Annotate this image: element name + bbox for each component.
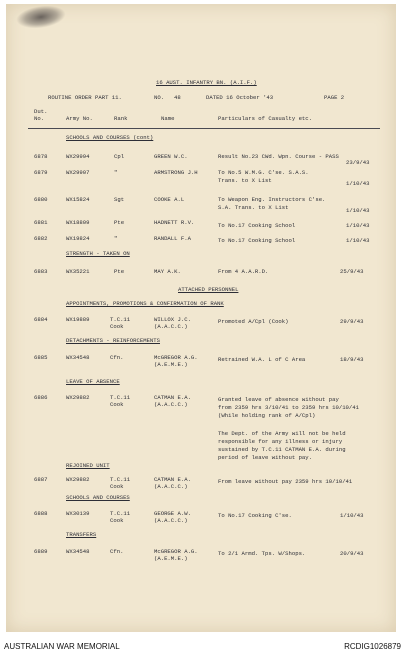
dut-no: 6878 xyxy=(34,153,48,160)
particulars: To No.17 Cooking C'se. xyxy=(218,512,292,519)
army-no: WX29882 xyxy=(66,394,90,401)
rank: " xyxy=(114,169,118,176)
ink-stain xyxy=(15,3,68,32)
header-rule xyxy=(28,128,380,129)
entry-date: 1/10/43 xyxy=(346,180,370,187)
particulars: Result No.23 CWd. Wpn. Course - PASS xyxy=(218,153,339,160)
dut-no: 6887 xyxy=(34,476,48,483)
rank: Sgt xyxy=(114,196,125,203)
particulars: Promoted A/Cpl (Cook) xyxy=(218,318,289,325)
army-no: WX30139 xyxy=(66,510,90,517)
particulars: To No.5 W.M.G. C'se. S.A.S. xyxy=(218,169,309,176)
unit-title: 16 AUST. INFANTRY BN. (A.I.F.) xyxy=(156,79,257,86)
dut-no: 6888 xyxy=(34,510,48,517)
army-no: WX35221 xyxy=(66,268,90,275)
soldier-name: COOKE A.L xyxy=(154,196,185,203)
particulars: S.A. Trans. to X List xyxy=(218,204,289,211)
particulars: Retrained W.A. L of C Area xyxy=(218,356,306,363)
entry-date: 1/10/43 xyxy=(346,222,370,229)
particulars: To No.17 Cooking School xyxy=(218,237,296,244)
soldier-name: GEORGE A.W. (A.A.C.C.) xyxy=(154,510,191,524)
section-attached-personnel: ATTACHED PERSONNEL xyxy=(178,286,239,293)
section-schools-courses: SCHOOLS AND COURSES xyxy=(66,494,130,501)
army-no: WX34548 xyxy=(66,354,90,361)
section-leave-of-absence: LEAVE OF ABSENCE xyxy=(66,378,120,385)
entry-date: 18/9/43 xyxy=(340,356,364,363)
soldier-name: CATMAN E.A. (A.A.C.C.) xyxy=(154,394,191,408)
soldier-name: CATMAN E.A. (A.A.C.C.) xyxy=(154,476,191,490)
rank: " xyxy=(114,235,118,242)
soldier-name: McGREGOR A.G. (A.E.M.E.) xyxy=(154,548,198,562)
particulars: The Dept. of the Army will not be held xyxy=(218,430,346,437)
archive-footer xyxy=(0,636,405,654)
particulars: To Weapon Eng. Instructors C'se. xyxy=(218,196,326,203)
section-detachments: DETACHMENTS - REINFORCEMENTS xyxy=(66,337,160,344)
army-no: WX19824 xyxy=(66,235,90,242)
dut-no: 6881 xyxy=(34,219,48,226)
rank: T.C.11 Cook xyxy=(110,510,131,524)
entry-date: 25/9/43 xyxy=(340,268,364,275)
rank: Cfn. xyxy=(110,354,124,361)
rank: Pte xyxy=(114,219,125,226)
particulars: Granted leave of absence without pay xyxy=(218,396,339,403)
army-no: WX34548 xyxy=(66,548,90,555)
particulars: To No.17 Cooking School xyxy=(218,222,296,229)
rank: T.C.11 Cook xyxy=(110,394,131,408)
document-page xyxy=(6,4,396,632)
particulars: (While holding rank of A/Cpl) xyxy=(218,412,316,419)
soldier-name: RANDALL F.A xyxy=(154,235,191,242)
section-schools-courses-cont: SCHOOLS AND COURSES (cont) xyxy=(66,134,154,141)
rank: Pte xyxy=(114,268,125,275)
routine-order-label: ROUTINE ORDER PART 11. xyxy=(48,94,122,101)
particulars: Trans. to X List xyxy=(218,177,272,184)
army-no: WX29907 xyxy=(66,169,90,176)
dut-no: 6884 xyxy=(34,316,48,323)
soldier-name: MAY A.K. xyxy=(154,268,181,275)
section-transfers: TRANSFERS xyxy=(66,531,97,538)
entry-date: 1/10/43 xyxy=(346,237,370,244)
dut-no: 6882 xyxy=(34,235,48,242)
dut-no: 6885 xyxy=(34,354,48,361)
rank: T.C.11 Cook xyxy=(110,476,131,490)
rank: Cpl xyxy=(114,153,125,160)
dut-no: 6883 xyxy=(34,268,48,275)
entry-date: 20/9/43 xyxy=(340,550,364,557)
col-dut-no: Dut. No. xyxy=(34,108,48,122)
soldier-name: GREEN W.C. xyxy=(154,153,188,160)
page-number: PAGE 2 xyxy=(324,94,345,101)
order-no-label: NO. xyxy=(154,94,165,101)
particulars: responsible for any illness or injury xyxy=(218,438,343,445)
dut-no: 6880 xyxy=(34,196,48,203)
dut-no: 6889 xyxy=(34,548,48,555)
army-no: WX18809 xyxy=(66,219,90,226)
col-particulars: Particulars of Casualty etc. xyxy=(218,115,312,122)
particulars: sustained by T.C.11 CATMAN E.A. during xyxy=(218,446,346,453)
army-no: WX29882 xyxy=(66,476,90,483)
col-army-no: Army No. xyxy=(66,115,93,122)
archive-name: AUSTRALIAN WAR MEMORIAL xyxy=(4,642,120,651)
entry-date: 23/9/43 xyxy=(346,159,370,166)
rank: Cfn. xyxy=(110,548,124,555)
soldier-name: WILLOX J.C. (A.A.C.C.) xyxy=(154,316,191,330)
entry-date: 1/10/43 xyxy=(340,512,364,519)
section-appointments: APPOINTMENTS, PROMOTIONS & CONFIRMATION OF RANK xyxy=(66,300,224,307)
dut-no: 6886 xyxy=(34,394,48,401)
soldier-name: McGREGOR A.G. (A.E.M.E.) xyxy=(154,354,198,368)
section-rejoined-unit: REJOINED UNIT xyxy=(66,462,110,469)
soldier-name: ARMSTRONG J.H xyxy=(154,169,198,176)
soldier-name: HADNETT R.V. xyxy=(154,219,195,226)
archive-reference: RCDIG1026879 xyxy=(344,642,401,651)
army-no: WX15824 xyxy=(66,196,90,203)
rank: T.C.11 Cook xyxy=(110,316,131,330)
entry-date: 29/9/43 xyxy=(340,318,364,325)
army-no: WX19889 xyxy=(66,316,90,323)
particulars: To 2/1 Armd. Tps. W/Shops. xyxy=(218,550,306,557)
order-no-value: 48 xyxy=(174,94,181,101)
entry-date: 1/10/43 xyxy=(346,207,370,214)
army-no: WX29994 xyxy=(66,153,90,160)
dut-no: 6879 xyxy=(34,169,48,176)
order-date: DATED 16 October '43 xyxy=(206,94,274,101)
particulars: From 4 A.A.R.D. xyxy=(218,268,269,275)
particulars: From leave without pay 2359 hrs 10/10/41 xyxy=(218,478,353,485)
col-rank: Rank xyxy=(114,115,128,122)
col-name: Name xyxy=(161,115,175,122)
particulars: period of leave without pay. xyxy=(218,454,312,461)
particulars: from 2359 hrs 3/10/41 to 2359 hrs 10/10/41 xyxy=(218,404,359,411)
section-strength-taken-on: STRENGTH - TAKEN ON xyxy=(66,250,130,257)
